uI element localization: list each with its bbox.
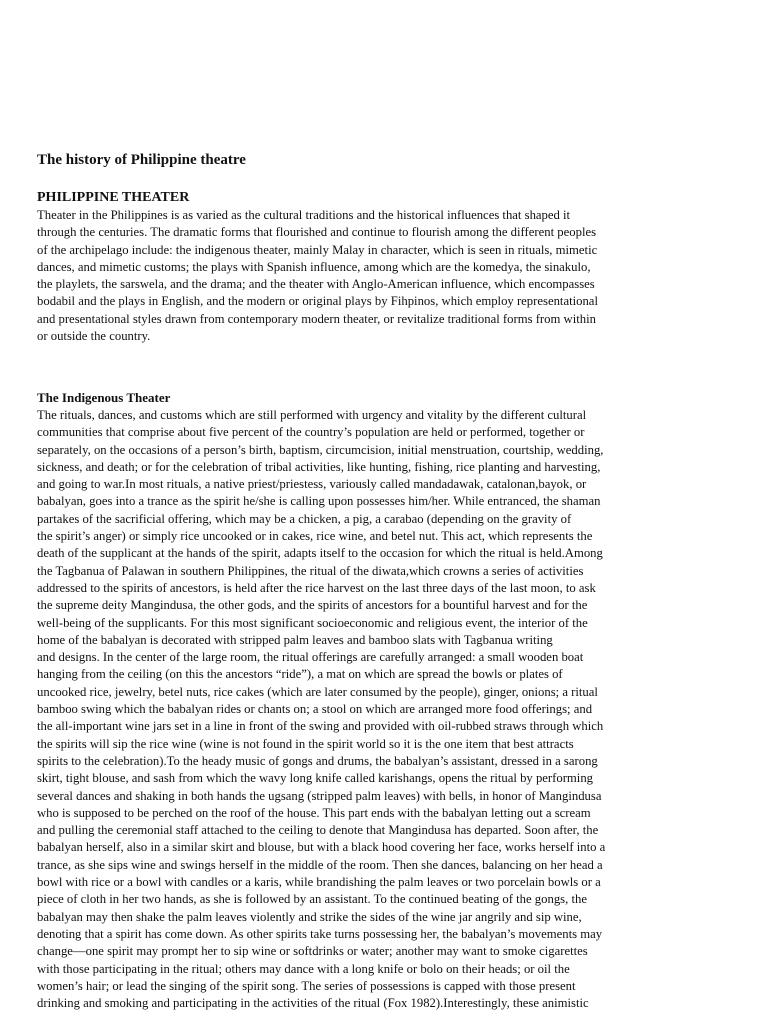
text-line: of the archipelago include: the indigenous theater, mainly Malay in character, which is seen in rituals, mimetic	[37, 242, 598, 257]
text-line: Theater in the Philippines is as varied as the cultural traditions and the historical influences that shaped it	[37, 208, 571, 222]
indigenous-theater-paragraph	[37, 407, 737, 1012]
text-line: or outside the country.	[37, 329, 151, 344]
text-line: the supreme deity Mangindusa, the other gods, and the spirits of ancestors for a bountiful harvest and for the	[37, 598, 588, 613]
text-line: spirits to the celebration).To the heady music of gongs and drums, the babalyan’s assistant, dressed in a sarong	[37, 753, 598, 768]
text-line: partakes of the sacrificial offering, which may be a chicken, a pig, a carabao (depending on the gravity of	[37, 511, 572, 526]
section-heading-indigenous-theater: The Indigenous Theater	[37, 390, 171, 405]
text-line: the all-important wine jars set in a line in front of the swing and provided with oil-rubbed straws through which	[37, 719, 604, 734]
text-line: denoting that a spirit has come down. As other spirits take turns possessing her, the babalyan’s movements may	[37, 926, 603, 941]
text-line: sickness, and death; or for the celebration of tribal activities, like hunting, fishing, rice planting and harvesting,	[37, 459, 601, 474]
text-line: uncooked rice, jewelry, betel nuts, rice cakes (which are later consumed by the people), ginger, onions; a ritual	[37, 684, 598, 699]
text-line: hanging from the ceiling (on this the ancestors “ride”), a mat on which are spread the bowls or plates of	[37, 667, 563, 682]
text-line: The rituals, dances, and customs which are still performed with urgency and vitality by the different cultural	[37, 408, 587, 422]
text-line: and designs. In the center of the large room, the ritual offerings are carefully arranged: a small wooden boat	[37, 650, 584, 665]
document-title: The history of Philippine theatre	[37, 152, 246, 168]
text-line: bowl with rice or a bowl with candles or a karis, while brandishing the palm leaves or two porcelain bowls or a	[37, 875, 601, 890]
text-line: addressed to the spirits of ancestors, is held after the rice harvest on the last three days of the last moon, to ask	[37, 580, 596, 595]
philippine-theater-paragraph	[37, 207, 737, 345]
text-line: piece of cloth in her two hands, as she is followed by an assistant. To the continued beating of the gongs, the	[37, 892, 587, 907]
text-line: trance, as she sips wine and swings herself in the middle of the room. Then she dances, balancing on her head a	[37, 857, 603, 872]
text-line: death of the supplicant at the hands of the spirit, adapts itself to the occasion for which the ritual is held.Among	[37, 546, 603, 561]
text-line: the spirit’s anger) or simply rice uncooked or in cakes, rice wine, and betel nut. This act, which represents the	[37, 529, 593, 544]
text-line: bodabil and the plays in English, and the modern or original plays by Fihpinos, which employ representational	[37, 294, 598, 309]
text-line: babalyan herself, also in a similar skirt and blouse, but with a black hood covering her face, works herself into a	[37, 840, 606, 855]
text-line: women’s hair; or lead the singing of the spirit song. The series of possessions is capped with those present	[37, 978, 576, 993]
text-line: who is supposed to be perched on the roof of the house. This part ends with the babalyan letting out a scream	[37, 805, 591, 820]
text-line: skirt, tight blouse, and sash from which the wavy long knife called karishangs, opens the ritual by performing	[37, 771, 594, 786]
text-line: drinking and smoking and participating in the activities of the ritual (Fox 1982).Interestingly, these animistic	[37, 996, 589, 1011]
section-heading-philippine-theater: PHILIPPINE THEATER	[37, 190, 190, 205]
text-line: separately, on the occasions of a person’s birth, baptism, circumcision, initial menstruation, courtship, wedding,	[37, 442, 604, 457]
text-line: communities that comprise about five percent of the country’s population are held or performed, together or	[37, 425, 585, 440]
text-line: the spirits will sip the rice wine (wine is not found in the spirit world so it is the one item that best attracts	[37, 736, 574, 751]
text-line: home of the babalyan is decorated with stripped palm leaves and bamboo slats with Tagbanua writing	[37, 632, 553, 647]
text-line: the Tagbanua of Palawan in southern Philippines, the ritual of the diwata,which crowns a series of activities	[37, 563, 584, 578]
text-line: through the centuries. The dramatic forms that flourished and continue to flourish among the different peoples	[37, 225, 597, 240]
text-line: with those participating in the ritual; others may dance with a long knife or bolo on their heads; or oil the	[37, 961, 570, 976]
text-line: well-being of the supplicants. For this most significant socioeconomic and religious event, the interior of the	[37, 615, 588, 630]
text-line: the playlets, the sarswela, and the drama; and the theater with Anglo-American influence, which encompasses	[37, 277, 595, 292]
text-line: babalyan, goes into a trance as the spirit he/she is calling upon possesses him/her. While entranced, the shaman	[37, 494, 601, 509]
text-line: babalyan may then shake the palm leaves violently and strike the sides of the wine jar angrily and sip wine,	[37, 909, 582, 924]
text-line: and presentational styles drawn from contemporary modern theater, or revitalize traditional forms from within	[37, 311, 596, 326]
text-line: bamboo swing which the babalyan rides or chants on; a stool on which are arranged more food offerings; and	[37, 702, 593, 717]
text-line: change—one spirit may prompt her to sip wine or softdrinks or water; another may want to smoke cigarettes	[37, 944, 588, 959]
text-line: several dances and shaking in both hands the ugsang (stripped palm leaves) with bells, in honor of Mangindusa	[37, 788, 602, 803]
text-line: and going to war.In most rituals, a native priest/priestess, variously called mandadawak, catalonan,bayok, or	[37, 477, 587, 492]
text-line: dances, and mimetic customs; the plays with Spanish influence, among which are the komedya, the sinakulo,	[37, 259, 591, 274]
text-line: and pulling the ceremonial staff attached to the ceiling to denote that Mangindusa has departed. Soon after, the	[37, 823, 599, 838]
